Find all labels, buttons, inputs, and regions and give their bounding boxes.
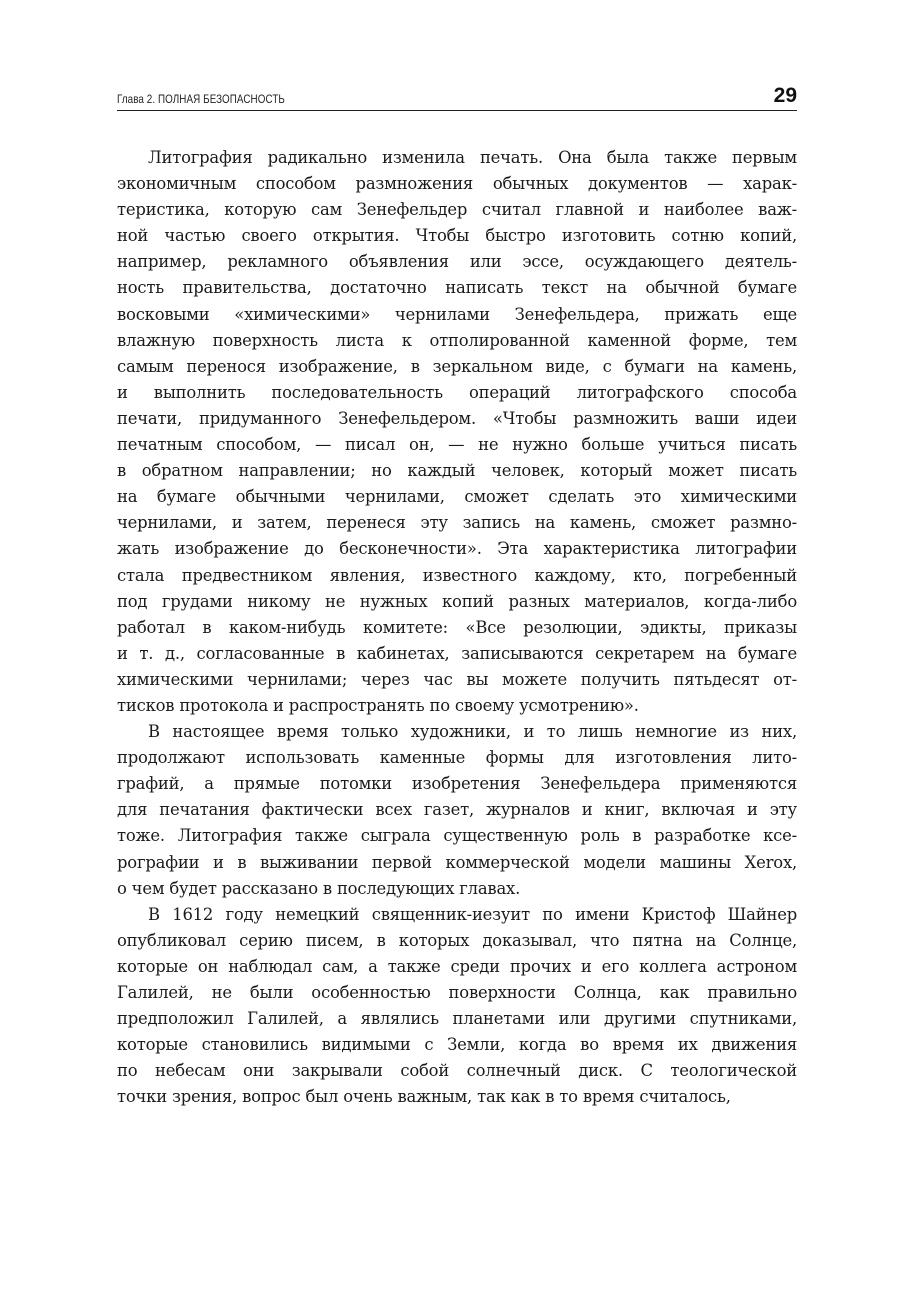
text-line: стала предвестником явления, известного каждому, кто, погребенный [117, 565, 797, 585]
text-line: точки зрения, вопрос был очень важным, так как в то время считалось, [117, 1087, 731, 1107]
text-line: тисков протокола и распространять по своему усмотрению». [117, 695, 639, 715]
text-line: тоже. Литография также сыграла существенную роль в разработке ксе- [117, 826, 797, 846]
text-line: ность правительства, достаточно написать текст на обычной бумаге [117, 278, 797, 298]
text-line: и выполнить последовательность операций литографского способа [117, 382, 797, 402]
chapter-title: Глава 2. ПОЛНАЯ БЕЗОПАСНОСТЬ [117, 92, 285, 106]
text-line: Литография радикально изменила печать. Она была также первым [148, 148, 797, 167]
text-line: под грудами никому не нужных копий разных материалов, когда-либо [117, 591, 797, 611]
text-line: в обратном направлении; но каждый человек, который может писать [117, 461, 797, 481]
text-line: В настоящее время только художники, и то лишь немногие из них, [148, 722, 797, 742]
text-line: графий, а прямые потомки изобретения Зенефельдера применяются [117, 774, 797, 794]
text-line: работал в каком-нибудь комитете: «Все резолюции, эдикты, приказы [117, 617, 797, 637]
text-line: печатным способом, — писал он, — не нужно больше учиться писать [117, 435, 797, 455]
running-head [117, 84, 797, 111]
text-line: восковыми «химическими» чернилами Зенефельдера, прижать еще [117, 304, 797, 324]
text-line: о чем будет рассказано в последующих главах. [117, 878, 521, 898]
text-line: например, рекламного объявления или эссе, осуждающего деятель- [117, 252, 797, 272]
text-line: печати, придуманного Зенефельдером. «Чтобы размножить ваши идеи [117, 408, 797, 428]
text-line: ной частью своего открытия. Чтобы быстро изготовить сотню копий, [117, 226, 797, 246]
page-number: 29 [773, 84, 797, 107]
paragraph [117, 902, 797, 1111]
text-line: чернилами, и затем, перенеся эту запись на камень, сможет размно- [117, 513, 797, 533]
text-line: предположил Галилей, а являлись планетами или другими спутниками, [117, 1009, 797, 1029]
text-line: влажную поверхность листа к отполированной каменной форме, тем [117, 330, 797, 350]
body-text [117, 145, 797, 1110]
text-line: экономичным способом размножения обычных документов — харак- [117, 174, 797, 194]
text-line: и т. д., согласованные в кабинетах, записываются секретарем на бумаге [117, 643, 797, 663]
text-line: по небесам они закрывали собой солнечный диск. С теологической [117, 1061, 797, 1081]
text-line: В 1612 году немецкий священник-иезуит по имени Кристоф Шайнер [148, 904, 797, 924]
paragraph [117, 719, 797, 902]
text-line: опубликовал серию писем, в которых доказывал, что пятна на Солнце, [117, 930, 797, 950]
text-line: теристика, которую сам Зенефельдер считал главной и наиболее важ- [117, 200, 797, 220]
text-line: которые становились видимыми с Земли, когда во время их движения [117, 1035, 797, 1055]
text-line: жать изображение до бесконечности». Эта характеристика литографии [117, 539, 797, 559]
text-line: рографии и в выживании первой коммерческой модели машины Xerox, [117, 852, 797, 872]
text-line: которые он наблюдал сам, а также среди прочих и его коллега астроном [117, 956, 797, 976]
text-line: на бумаге обычными чернилами, сможет сделать это химическими [117, 487, 797, 507]
text-line: Галилей, не были особенностью поверхности Солнца, как правильно [117, 983, 797, 1002]
text-line: продолжают использовать каменные формы для изготовления лито- [117, 748, 797, 768]
paragraph [117, 145, 797, 719]
text-line: для печатания фактически всех газет, журналов и книг, включая и эту [117, 800, 797, 820]
text-line: химическими чернилами; через час вы можете получить пятьдесят от- [117, 669, 797, 689]
text-line: самым перенося изображение, в зеркальном виде, с бумаги на камень, [117, 356, 797, 376]
